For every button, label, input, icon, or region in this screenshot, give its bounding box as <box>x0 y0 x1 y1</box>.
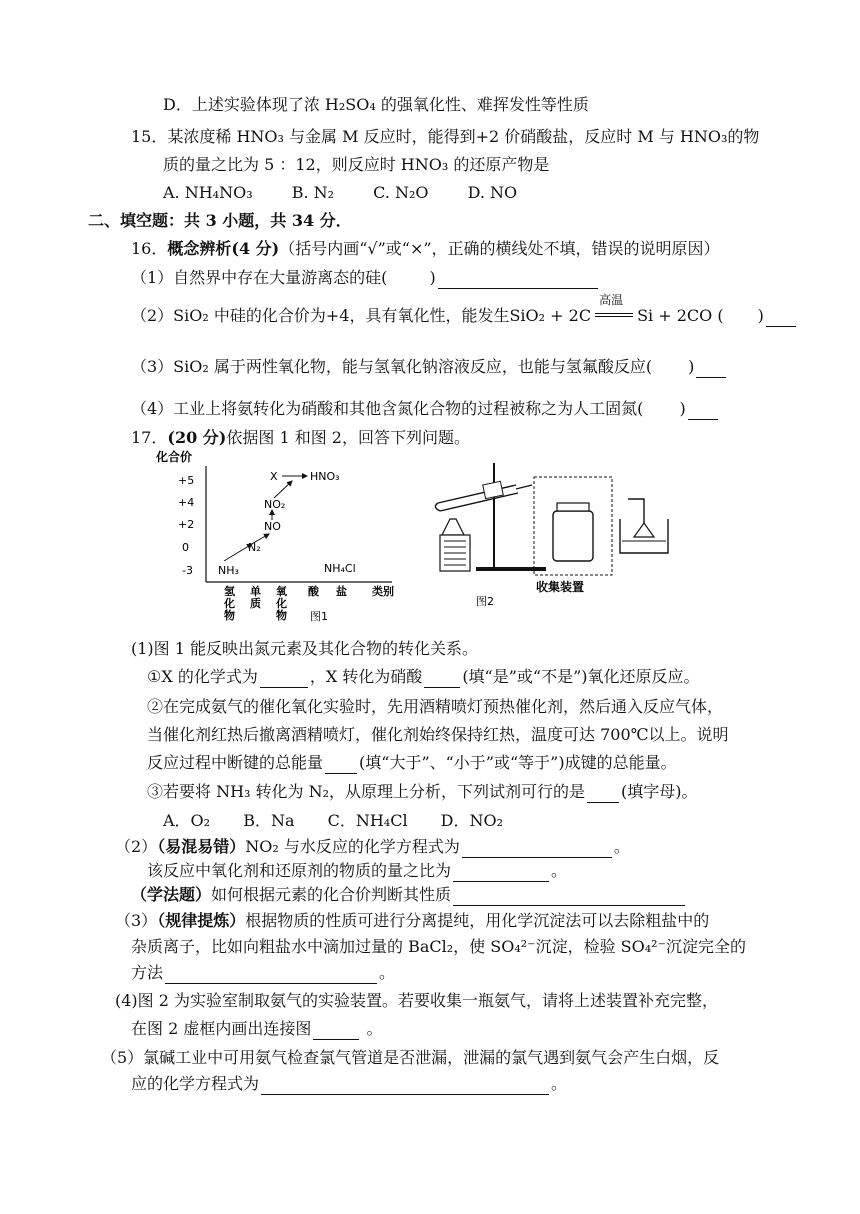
q17-p1-3a: ③若要将 NH₃ 转化为 N₂，从原理上分析，下列试剂可行的是 <box>147 782 586 801</box>
q17-p3-method: 方法 <box>131 963 164 982</box>
fig1-n2: N₂ <box>248 541 261 554</box>
jar-lid <box>557 503 589 511</box>
q17-p3-line2: 杂质离子，比如向粗盐水中滴加过量的 BaCl₂，使 SO₄²⁻沉淀，检验 SO₄²⁻沉淀完全的 <box>131 937 747 956</box>
q16-item-1-close: ) <box>429 268 436 287</box>
fig1-xcat-salt: 盐 <box>336 585 347 598</box>
inverted-funnel <box>634 523 654 537</box>
fig1-arrow-no2-hno3 <box>274 481 292 498</box>
q17-p1-1 <box>147 666 700 688</box>
blank-ratio[interactable] <box>453 863 549 882</box>
q17-option-b: B．Na <box>243 811 295 830</box>
fig1-caption: 图1 <box>310 610 328 623</box>
fig1-nh3: NH₃ <box>218 564 239 577</box>
delivery-tube <box>516 485 532 489</box>
q14-option-d: D．上述实验体现了浓 H₂SO₄ 的强氧化性、难挥发性等性质 <box>163 95 589 114</box>
q17-p4-text: 在图 2 虚框内画出连接图 <box>131 1019 312 1038</box>
q17-p2-tag2: （学法题） <box>131 885 212 904</box>
eq-condition: 高温 <box>599 293 624 307</box>
q16-item-2-text: （2）SiO₂ 中硅的化合价为+4，具有氧化性，能发生 <box>131 306 510 325</box>
fig1-ytick: 0 <box>182 541 189 554</box>
q17-p1-2c <box>147 752 677 774</box>
clamp <box>483 481 504 498</box>
blank-energy[interactable] <box>325 755 357 774</box>
figure-2-apparatus <box>428 455 678 615</box>
q16-item-4-blank[interactable] <box>688 401 718 420</box>
q17-p2-text: NO₂ 与水反应的化学方程式为 <box>245 837 460 856</box>
test-tube-end <box>435 503 440 511</box>
q17-p2-end: 。 <box>613 837 630 856</box>
burner-flame <box>442 519 464 535</box>
q16-item-3 <box>131 356 728 378</box>
funnel-tube <box>628 499 644 523</box>
fig1-ytick: -3 <box>182 564 193 577</box>
q16-equation <box>509 293 724 325</box>
q17-p1-options <box>163 810 531 832</box>
fig1-x: X <box>270 470 278 483</box>
q17-p2-ratio-end: 。 <box>551 861 568 880</box>
test-tube-top <box>438 485 516 503</box>
q17-stem: 依据图 1 和图 2，回答下列问题。 <box>226 428 470 447</box>
q16-item-4-text: （4）工业上将氨转化为硝酸和其他含氮化合物的过程被称之为人工固氮( <box>131 399 644 418</box>
stand-base <box>476 567 546 571</box>
fig1-ytick: +5 <box>178 474 195 487</box>
fig1-no2: NO₂ <box>264 498 286 511</box>
q17-p1-1c: (填“是”或“不是”)氧化还原反应。 <box>462 667 700 686</box>
q17-p2-ratio-text: 该反应中氧化剂和还原剂的物质的量之比为 <box>147 861 452 880</box>
fig1-no: NO <box>264 520 281 533</box>
q17-score: (20 分) <box>167 428 227 447</box>
q17-p1-3b: (填字母)。 <box>621 782 698 801</box>
q17-p4-end: 。 <box>361 1019 383 1038</box>
fig1-xcat-oxide: 氧化物 <box>276 585 287 622</box>
q15-option-c: C. N₂O <box>373 183 429 202</box>
q17-p3-end: 。 <box>379 963 396 982</box>
fig1-nh4cl: NH₄Cl <box>324 562 356 575</box>
blank-x-formula[interactable] <box>260 669 308 688</box>
q17-p4-line1: (4)图 2 为实验室制取氨气的实验装置。若要收集一瓶氨气，请将上述装置补充完整， <box>115 991 719 1010</box>
fig1-ytick: +2 <box>178 518 195 531</box>
fig1-xcat-hydride: 氢化物 <box>224 585 235 622</box>
q16-item-1-text: （1）自然界中存在大量游离态的硅( <box>131 268 388 287</box>
q15-option-d: D. NO <box>467 183 518 202</box>
blank-drawing[interactable] <box>313 1021 359 1040</box>
q17-option-d: D．NO₂ <box>440 811 504 830</box>
q15-stem-line2: 质的量之比为 5 ：12，则反应时 HNO₃ 的还原产物是 <box>163 155 550 174</box>
q17-p5-text: 应的化学方程式为 <box>131 1074 260 1093</box>
q17-p1: (1)图 1 能反映出氮元素及其化合物的转化关系。 <box>131 639 479 658</box>
q17-p2-method-text: 如何根据元素的化合价判断其性质 <box>211 885 452 904</box>
fig2-caption: 图2 <box>476 595 494 608</box>
q17-p3-tag: （规律提炼） <box>157 911 246 930</box>
q17-p3-line1 <box>115 910 709 932</box>
q17-p2-num: （2） <box>115 837 158 856</box>
q17-p1-1a: ①X 的化学式为 <box>147 667 258 686</box>
q15-options <box>163 182 551 204</box>
fig1-hno3: HNO₃ <box>310 470 340 483</box>
q17-p1-2d: (填“大于”、“小于”或“等于”)成键的总能量。 <box>359 753 677 772</box>
fig1-ylabel: 化合价 <box>156 450 193 464</box>
q17-p1-1b: ，X 转化为硝酸 <box>309 667 423 686</box>
blank-valence-method[interactable] <box>453 887 685 906</box>
q17-p1-2a: ②在完成氨气的催化氧化实验时，先用酒精喷灯预热催化剂，然后通入反应气体， <box>147 697 724 716</box>
q16-instruction: （括号内画“√”或“×”，正确的横线处不填，错误的说明原因） <box>279 239 720 258</box>
q16-item-3-text: （3）SiO₂ 属于两性氧化物，能与氢氧化钠溶液反应，也能与氢氟酸反应( <box>131 357 653 376</box>
q17-p2-tag: （易混易错） <box>157 837 246 856</box>
q17-p3-num: （3） <box>115 911 158 930</box>
q17-p3-text: 根据物质的性质可进行分离提纯，用化学沉淀法可以去除粗盐中的 <box>245 911 710 930</box>
q15-option-b: B. N₂ <box>291 183 335 202</box>
blank-redox[interactable] <box>424 669 460 688</box>
eq-left: SiO₂ + 2C <box>509 306 592 325</box>
q17-header <box>131 427 470 449</box>
fig1-xcat-element: 单质 <box>250 585 261 610</box>
q15-option-a: A. NH₄NO₃ <box>163 183 253 202</box>
q16-item-2 <box>131 293 798 327</box>
q17-p1-2b: 当催化剂红热后撤离酒精喷灯，催化剂始终保持红热，温度可达 700℃以上。说明 <box>147 725 729 744</box>
q16-label: 概念辨析(4 分) <box>167 239 280 258</box>
blank-reagent[interactable] <box>587 784 619 803</box>
q17-p5-line1: （5）氯碱工业中可用氨气检查氯气管道是否泄漏，泄漏的氯气遇到氨气会产生白烟，反 <box>101 1048 720 1067</box>
q16-item-3-blank[interactable] <box>696 359 726 378</box>
q17-p3-line3 <box>131 962 395 984</box>
blank-no2-equation[interactable] <box>462 839 612 858</box>
fig1-xlabel: 类别 <box>372 585 394 598</box>
q16-item-1-blank[interactable] <box>438 270 598 289</box>
q16-item-1 <box>131 267 600 289</box>
q17-p1-3 <box>147 781 698 803</box>
q17-option-a: A．O₂ <box>163 811 211 830</box>
eq-right: Si + 2CO ( <box>637 306 724 325</box>
q17-p5-line2 <box>131 1073 567 1095</box>
q16-item-2-close: ) <box>757 306 764 325</box>
test-tube-bottom <box>440 493 518 511</box>
section-2-title: 二、填空题：共 3 小题，共 34 分． <box>88 211 352 230</box>
blank-chlorine-equation[interactable] <box>261 1076 549 1095</box>
figure-1-valence-chart <box>152 448 412 624</box>
q16-item-4 <box>131 398 720 420</box>
q17-p4-line2 <box>131 1018 382 1040</box>
fig2-collect-label: 收集装置 <box>536 580 585 594</box>
q16-header <box>131 238 720 260</box>
fig1-xcat-acid: 酸 <box>308 585 319 598</box>
q16-item-2-blank[interactable] <box>766 308 796 327</box>
q17-option-c: C．NH₄Cl <box>327 811 408 830</box>
q15-stem-line1: 15．某浓度稀 HNO₃ 与金属 M 反应时，能得到+2 价硝酸盐，反应时 M 与 HNO₃的物 <box>131 127 760 146</box>
q17-p2-ratio <box>147 860 567 882</box>
q17-p2 <box>115 836 630 858</box>
q16-item-3-close: ) <box>688 357 695 376</box>
q17-p5-end: 。 <box>551 1074 568 1093</box>
fig1-ytick: +4 <box>178 496 195 509</box>
q17-p2-method <box>131 884 687 906</box>
q17-number: 17． <box>131 428 168 447</box>
blank-sulfate-test[interactable] <box>165 965 377 984</box>
q17-p1-2c-text: 反应过程中断键的总能量 <box>147 753 324 772</box>
collection-jar <box>553 511 593 561</box>
q16-item-4-close: ) <box>679 399 686 418</box>
q16-number: 16． <box>131 239 168 258</box>
